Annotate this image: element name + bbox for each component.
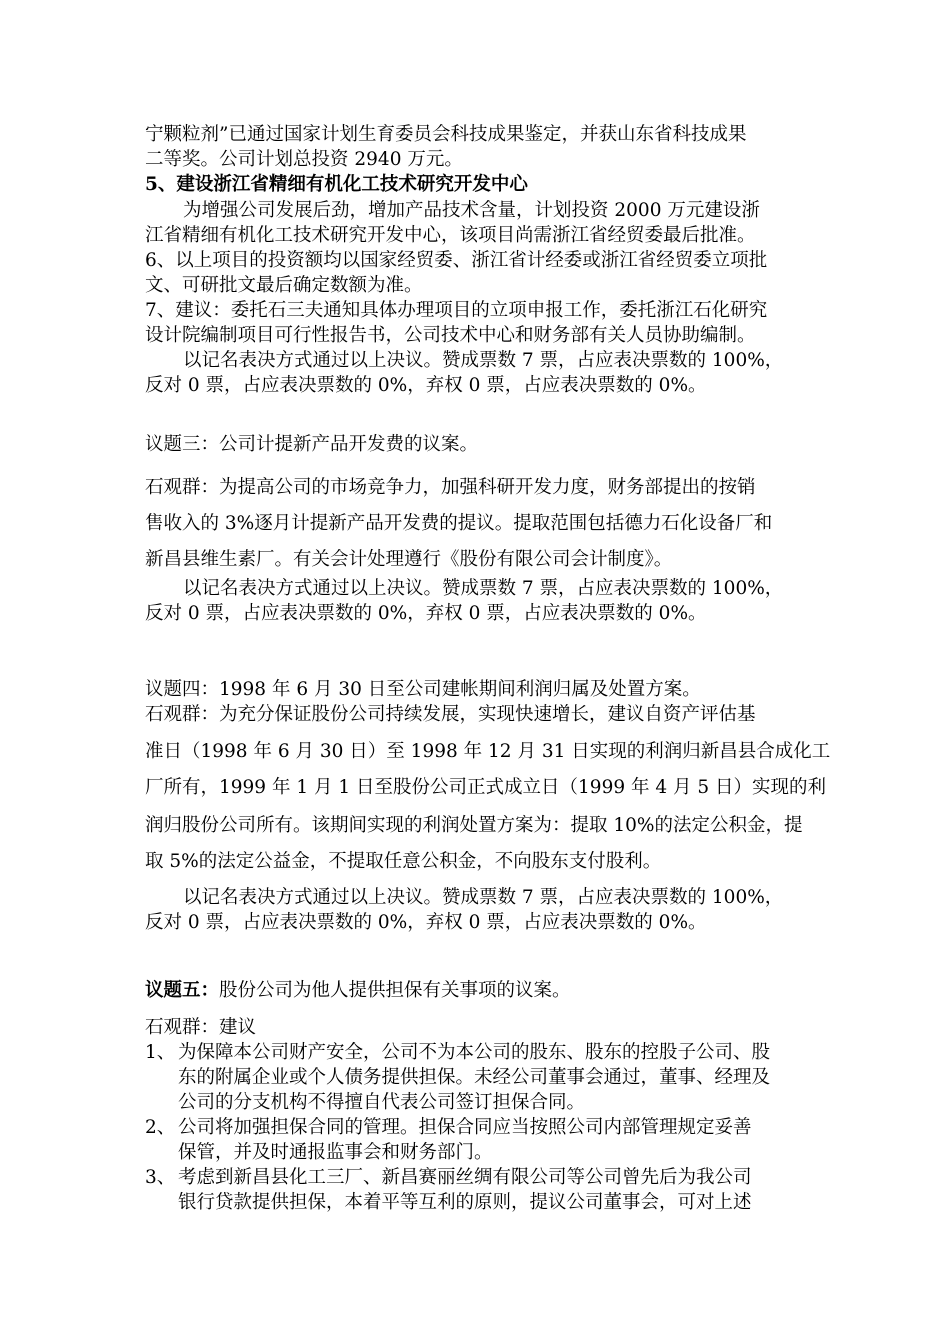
paragraph-line: 江省精细有机化工技术研究开发中心，该项目尚需浙江省经贸委最后批准。 [145, 225, 756, 246]
paragraph-line: 7、建议：委托石三夫通知具体办理项目的立项申报工作，委托浙江石化研究 [145, 300, 768, 321]
paragraph-line: 售收入的 3%逐月计提新产品开发费的提议。提取范围包括德力石化设备厂和 [145, 513, 773, 534]
topic-5-text: 股份公司为他人提供担保有关事项的议案。 [219, 980, 571, 1001]
vote-result-line: 反对 0 票，占应表决票数的 0%，弃权 0 票，占应表决票数的 0%。 [145, 375, 707, 396]
paragraph-line: 石观群：为充分保证股份公司持续发展，实现快速增长，建议自资产评估基 [145, 704, 756, 725]
paragraph-line: 为增强公司发展后劲，增加产品技术含量，计划投资 2000 万元建设浙 [183, 200, 760, 221]
list-number: 3、 [145, 1167, 176, 1188]
paragraph-line: 取 5%的法定公益金，不提取任意公积金，不向股东支付股利。 [145, 851, 662, 872]
list-item-line: 保管，并及时通报监事会和财务部门。 [178, 1142, 493, 1163]
list-item-line: 为保障本公司财产安全，公司不为本公司的股东、股东的控股子公司、股 [178, 1042, 771, 1063]
topic-5-heading [145, 978, 810, 1003]
paragraph-line: 6、以上项目的投资额均以国家经贸委、浙江省计经委或浙江省经贸委立项批 [145, 250, 768, 271]
vote-result-line: 反对 0 票，占应表决票数的 0%，弃权 0 票，占应表决票数的 0%。 [145, 603, 707, 624]
paragraph-line: 厂所有，1999 年 1 月 1 日至股份公司正式成立日（1999 年 4 月 5 日）实现的利 [145, 777, 827, 798]
list-item-line: 公司将加强担保合同的管理。担保合同应当按照公司内部管理规定妥善 [178, 1117, 752, 1138]
paragraph-line: 宁颗粒剂”已通过国家计划生育委员会科技成果鉴定，并获山东省科技成果 [145, 124, 747, 145]
paragraph-line: 石观群：为提高公司的市场竞争力，加强科研开发力度，财务部提出的按销 [145, 477, 756, 498]
paragraph-line: 新昌县维生素厂。有关会计处理遵行《股份有限公司会计制度》。 [145, 549, 673, 570]
topic-3-heading: 议题三：公司计提新产品开发费的议案。 [145, 434, 479, 455]
list-item-line: 考虑到新昌县化工三厂、新昌赛丽丝绸有限公司等公司曾先后为我公司 [178, 1167, 752, 1188]
paragraph-line: 文、可研批文最后确定数额为准。 [145, 275, 423, 296]
vote-result-line: 以记名表决方式通过以上决议。赞成票数 7 票，占应表决票数的 100%， [183, 350, 784, 371]
list-item-line: 银行贷款提供担保，本着平等互利的原则，提议公司董事会，可对上述 [178, 1192, 752, 1213]
list-number: 1、 [145, 1042, 176, 1063]
list-number: 2、 [145, 1117, 176, 1138]
paragraph-line: 设计院编制项目可行性报告书，公司技术中心和财务部有关人员协助编制。 [145, 325, 756, 346]
paragraph-line: 二等奖。公司计划总投资 2940 万元。 [145, 149, 463, 170]
paragraph-line: 润归股份公司所有。该期间实现的利润处置方案为：提取 10%的法定公积金，提 [145, 815, 803, 836]
topic-4-heading: 议题四：1998 年 6 月 30 日至公司建帐期间利润归属及处置方案。 [145, 679, 701, 700]
vote-result-line: 以记名表决方式通过以上决议。赞成票数 7 票，占应表决票数的 100%， [183, 887, 784, 908]
vote-result-line: 以记名表决方式通过以上决议。赞成票数 7 票，占应表决票数的 100%， [183, 578, 784, 599]
vote-result-line: 反对 0 票，占应表决票数的 0%，弃权 0 票，占应表决票数的 0%。 [145, 912, 707, 933]
section-heading-5: 5、建设浙江省精细有机化工技术研究开发中心 [145, 174, 528, 195]
list-item-line: 公司的分支机构不得擅自代表公司签订担保合同。 [178, 1092, 586, 1113]
list-item-line: 东的附属企业或个人债务提供担保。未经公司董事会通过，董事、经理及 [178, 1067, 771, 1088]
paragraph-line: 准日（1998 年 6 月 30 日）至 1998 年 12 月 31 日实现的利润归新昌县合成化工 [145, 741, 831, 762]
topic-5-label: 议题五： [145, 980, 220, 1001]
paragraph-line: 石观群：建议 [145, 1017, 257, 1038]
